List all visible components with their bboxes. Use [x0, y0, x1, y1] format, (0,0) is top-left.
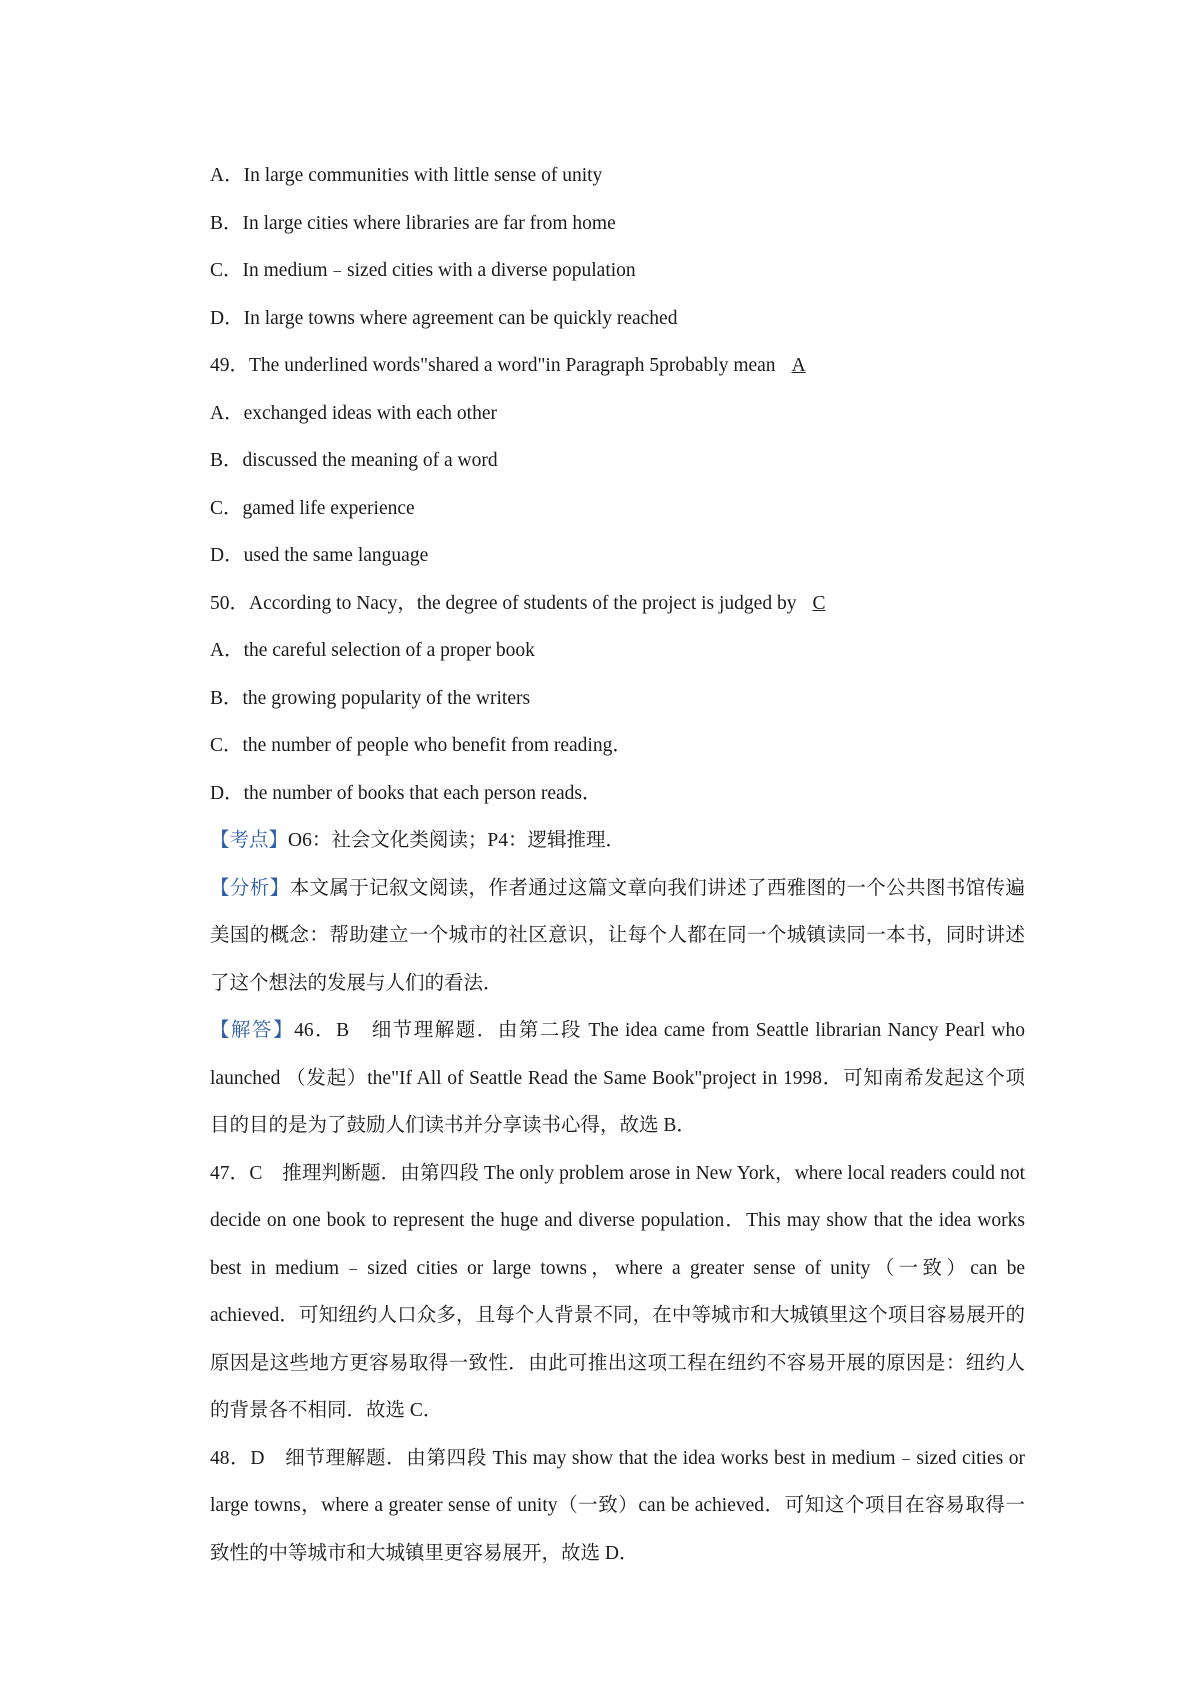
kaodian-tag: 【考点】 [210, 830, 289, 851]
answer-48: 48．D 细节理解题．由第四段 This may show that the idea works best in medium﹣sized cities or large towns，where a greater sense of unity（一致）can be achieved．可知这个项目在容易取得一致性的中等城市和大城镇里更容易展开，故选 D． [210, 1447, 1025, 1564]
q49-option-d: D．used the same language [210, 545, 429, 566]
question-49 [210, 342, 1025, 390]
jieda-section [210, 1007, 1025, 1150]
fenxi-tag: 【分析】 [210, 877, 290, 899]
q50-option-b: B．the growing popularity of the writers [210, 687, 531, 709]
question-50-answer: C [812, 592, 826, 614]
document-page [210, 152, 1025, 1577]
jieda-tag: 【解答】 [210, 1020, 295, 1041]
q50-option-a: A．the careful selection of a proper book [210, 640, 535, 661]
kaodian-text: O6：社会文化类阅读；P4：逻辑推理． [288, 830, 625, 851]
question-50 [210, 580, 1025, 628]
q49-option-a: A．exchanged ideas with each other [210, 402, 497, 424]
q48-option-a: A．In large communities with little sense of unity [210, 165, 603, 186]
jieda-text-46: 46．B 细节理解题．由第二段 The idea came from Seattle librarian Nancy Pearl who launched （发起）the"If All of Seattle Read the Same Book"project in 1998．可知南希发起这个项目的目的是为了鼓励人们读书并分享读书心得，故选 B． [210, 1020, 1025, 1136]
q50-option-c: C．the number of people who benefit from reading． [210, 735, 632, 756]
question-49-stem: 49．The underlined words"shared a word"in Paragraph 5probably mean [210, 355, 776, 376]
q48-option-b: B．In large cities where libraries are far from home [210, 212, 616, 234]
question-50-stem: 50．According to Nacy，the degree of students of the project is judged by [210, 592, 797, 614]
fenxi-text: 本文属于记叙文阅读，作者通过这篇文章向我们讲述了西雅图的一个公共图书馆传遍美国的概念：帮助建立一个城市的社区意识，让每个人都在同一个城镇读同一本书，同时讲述了这个想法的发展与人们的看法． [210, 877, 1025, 994]
kaodian-section [210, 817, 1025, 865]
q49-option-c: C．gamed life experience [210, 497, 415, 519]
fenxi-section [210, 865, 1025, 1008]
question-49-answer: A [791, 355, 806, 376]
q49-option-b: B．discussed the meaning of a word [210, 450, 498, 471]
q50-option-d: D．the number of books that each person reads． [210, 782, 602, 804]
q48-option-d: D．In large towns where agreement can be quickly reached [210, 307, 678, 329]
q48-option-c: C．In medium﹣sized cities with a diverse population [210, 260, 636, 281]
answer-47: 47．C 推理判断题．由第四段 The only problem arose in New York，where local readers could not decide on one book to represent the huge and diverse population．This may show that the idea works best in medium﹣sized cities or large towns，where a greater sense of unity（一致）can be achieved．可知纽约人口众多，且每个人背景不同，在中等城市和大城镇里这个项目容易展开的原因是这些地方更容易取得一致性．由此可推出这项工程在纽约不容易开展的原因是：纽约人的背景各不相同．故选 C． [210, 1162, 1025, 1421]
